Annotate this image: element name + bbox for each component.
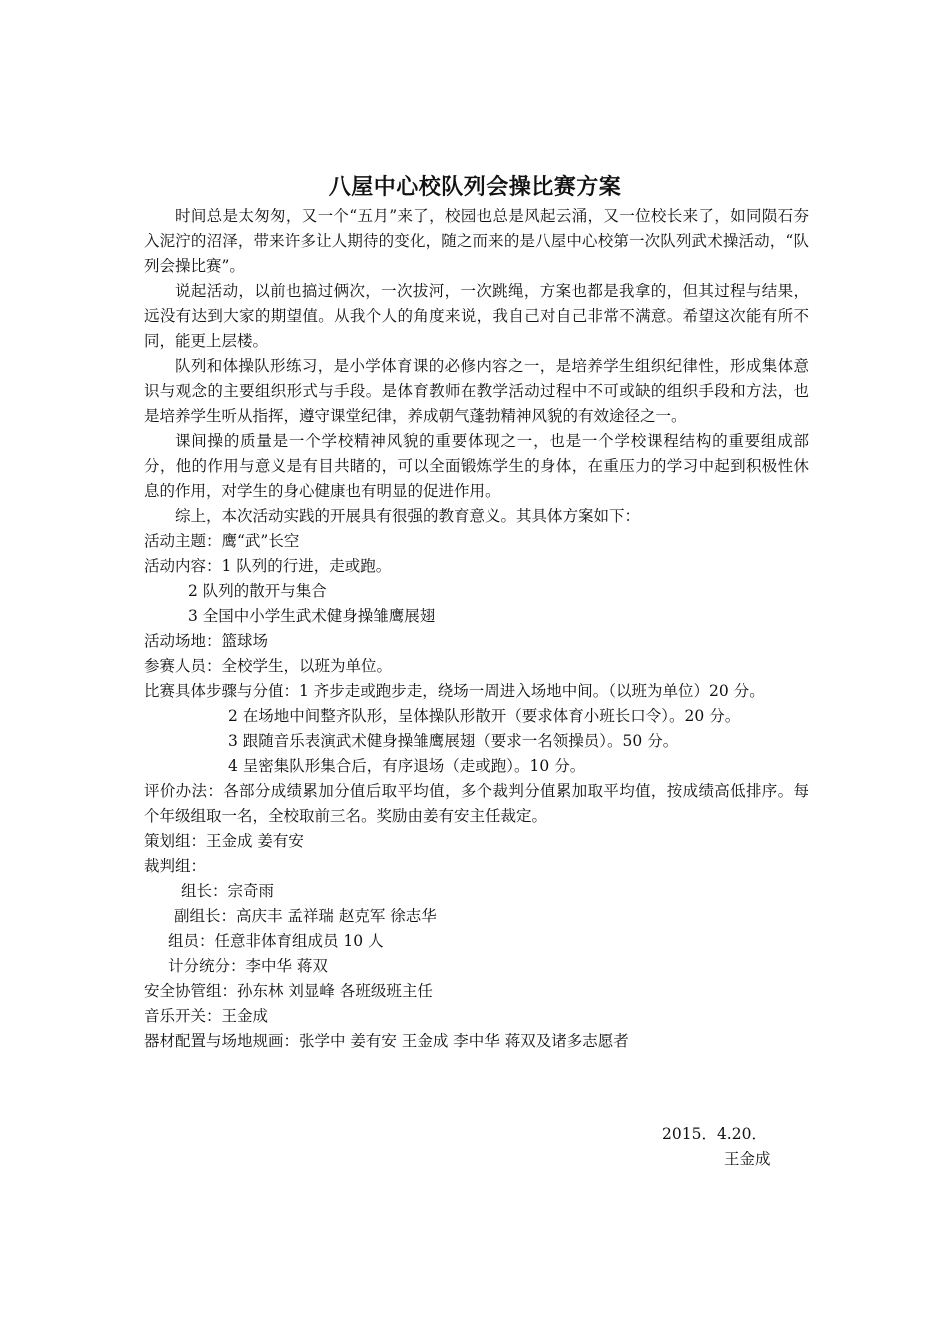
judges-leader: 组长：宗奇雨: [181, 882, 275, 900]
music-control: 音乐开关：王金成: [144, 1007, 269, 1025]
judges-members: 组员：任意非体育组成员 10 人: [168, 932, 384, 950]
evaluation-method: 评价办法：各部分成绩累加分值后取平均值，多个裁判分值累加取平均值，按成绩高低排序。每个年级组取一名，全校取前三名。奖励由姜有安主任裁定。: [144, 782, 809, 825]
document-title: 八屋中心校队列会操比赛方案: [328, 174, 622, 200]
planning-group: 策划组：王金成 姜有安: [144, 832, 304, 850]
equipment-planning: 器材配置与场地规画：张学中 姜有安 王金成 李中华 蒋双及诸多志愿者: [144, 1032, 629, 1050]
competition-step: 3 跟随音乐表演武术健身操雏鹰展翅（要求一名领操员）。50 分。: [228, 732, 679, 750]
competition-step: 4 呈密集队形集合后，有序退场（走或跑）。10 分。: [228, 757, 586, 775]
activity-content-item: 3 全国中小学生武术健身操雏鹰展翅: [188, 607, 436, 625]
activity-content-item: 活动内容：1 队列的行进，走或跑。: [144, 557, 392, 575]
competition-step: 比赛具体步骤与分值：1 齐步走或跑步走，绕场一周进入场地中间。（以班为单位）20 分。: [144, 682, 765, 700]
summary-paragraph: 综上，本次活动实践的开展具有很强的教育意义。其具体方案如下：: [175, 507, 641, 525]
document-body: [144, 204, 809, 1054]
competition-step: 2 在场地中间整齐队形，呈体操队形散开（要求体育小班长口令）。20 分。: [228, 707, 741, 725]
judges-scoring: 计分统分：李中华 蒋双: [168, 957, 328, 975]
safety-group: 安全协管组：孙东林 刘显峰 各班级班主任: [144, 982, 433, 1000]
judges-deputy: 副组长：高庆丰 孟祥瑞 赵克军 徐志华: [174, 907, 437, 925]
intro-paragraph: 时间总是太匆匆，又一个“五月”来了，校园也总是风起云涌，又一位校长来了，如同陨石夯入泥泞的沼泽，带来许多让人期待的变化，随之而来的是八屋中心校第一次队列武术操活动，“队列会操比赛”。: [144, 207, 809, 275]
activity-content-item: 2 队列的散开与集合: [188, 582, 327, 600]
exercise-paragraph: 课间操的质量是一个学校精神风貌的重要体现之一，也是一个学校课程结构的重要组成部分，他的作用与意义是有目共睹的，可以全面锻炼学生的身体，在重压力的学习中起到积极性休息的作用，对学生的身心健康也有明显的促进作用。: [144, 432, 809, 500]
activity-theme: 活动主题：鹰“武”长空: [144, 532, 300, 550]
background-paragraph: 说起活动，以前也搞过俩次，一次拔河，一次跳绳，方案也都是我拿的，但其过程与结果，远没有达到大家的期望值。从我个人的角度来说，我自己对自己非常不满意。希望这次能有所不同，能更上层楼。: [144, 282, 809, 350]
purpose-paragraph: 队列和体操队形练习，是小学体育课的必修内容之一，是培养学生组织纪律性，形成集体意识与观念的主要组织形式与手段。是体育教师在教学活动过程中不可或缺的组织手段和方法，也是培养学生听从指挥，遵守课堂纪律，养成朝气蓬勃精神风貌的有效途径之一。: [144, 357, 809, 425]
activity-venue: 活动场地：篮球场: [144, 632, 269, 650]
document-signer: 王金成: [724, 1150, 771, 1168]
document-date: 2015．4.20．: [662, 1125, 767, 1143]
participants: 参赛人员：全校学生，以班为单位。: [144, 657, 393, 675]
judges-heading: 裁判组：: [144, 857, 207, 875]
